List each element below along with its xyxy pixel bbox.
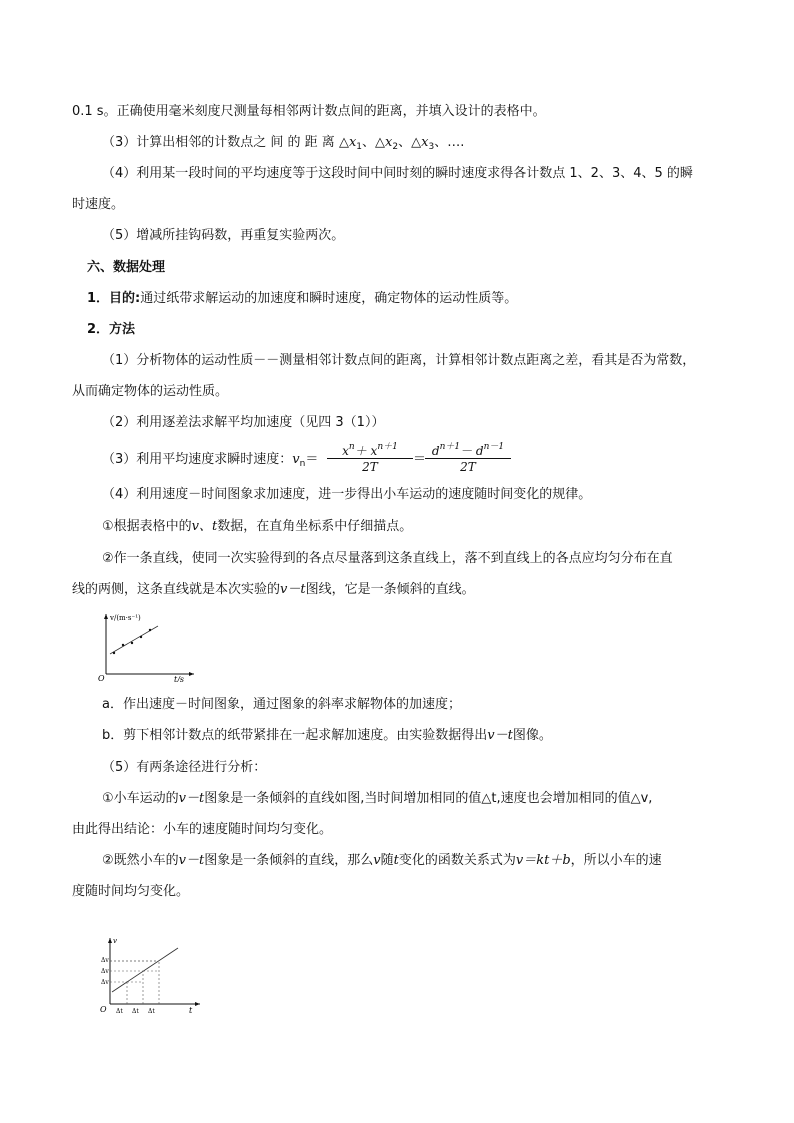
formula-equals: ＝ — [413, 452, 427, 467]
step-4-line-2: 时速度。 — [72, 197, 125, 212]
y-axis-arrow — [104, 614, 108, 619]
path-2-line-2: 度随时间均匀变化。 — [72, 884, 190, 899]
section-heading: 六、数据处理 — [87, 260, 166, 275]
method-1-line-2: 从而确定物体的运动性质。 — [72, 384, 229, 399]
method-3-line: （3）利用平均速度求瞬时速度：$v_n=$ — [102, 452, 319, 469]
step-circle-2-line-1: ②作一条直线，使同一次实验得到的各点尽量落到这条直线上，落不到直线上的各点应均匀分布在直 — [102, 551, 673, 566]
step-3-line: （3）计算出相邻的计数点之 间 的 距 离 $\triangle x_1$、$\triangle x_2$、$\triangle x_3$、…. — [102, 135, 465, 152]
method-4-line: （4）利用速度－时间图象求加速度，进一步得出小车运动的速度随时间变化的规律。 — [102, 487, 592, 502]
method-heading: 2．方法 — [87, 322, 136, 337]
data-point — [122, 644, 124, 646]
path-1-line-1: ①小车运动的v－t图象是一条倾斜的直线如图,当时间增加相同的值△t,速度也会增加相同的值△v, — [102, 791, 653, 806]
origin-label: O — [100, 1005, 107, 1014]
path-2-line-1: ②既然小车的v－t图象是一条倾斜的直线，那么v随t变化的函数关系式为v＝kt＋b，所以小车的速 — [102, 853, 662, 868]
y-axis-arrow — [108, 938, 112, 943]
dv-label: Δv — [101, 957, 109, 964]
x-axis-label: t/s — [174, 675, 185, 682]
origin-label: O — [98, 674, 105, 682]
guide-lines — [110, 961, 159, 1004]
method-5-line: （5）有两条途径进行分析： — [102, 760, 267, 775]
x-axis-arrow — [189, 672, 194, 676]
step-circle-2-line-2: 线的两侧，这条直线就是本次实验的v－t图线，它是一条倾斜的直线。 — [72, 582, 475, 597]
vt-graph-increments — [98, 932, 204, 1014]
data-point — [149, 629, 151, 631]
step-circle-1-line: ①根据表格中的v、t数据，在直角坐标系中仔细描点。 — [102, 519, 413, 534]
step-4-line-1: （4）利用某一段时间的平均速度等于这段时间中间时刻的瞬时速度求得各计数点 1、2、3、4、5 的瞬 — [102, 166, 693, 181]
dt-label: Δt — [132, 1008, 139, 1014]
method-2-line: （2）利用逐差法求解平均加速度（见四 3（1）） — [102, 415, 385, 430]
data-point — [140, 636, 142, 638]
y-axis-label: v — [113, 937, 117, 945]
dt-label: Δt — [116, 1008, 123, 1014]
y-axis-label: v/(m·s⁻¹) — [110, 614, 141, 622]
item-a-line: a．作出速度－时间图象，通过图象的斜率求解物体的加速度； — [102, 697, 461, 712]
dv-label: Δv — [101, 979, 109, 986]
velocity-formula-fraction-2: $\frac{d^{n+1}- d^{n-1}}{2T}$ — [425, 440, 511, 475]
item-b-line: b．剪下相邻计数点的纸带紧排在一起求解加速度。由实验数据得出v－t图像。 — [102, 728, 552, 743]
v-t-line — [112, 948, 178, 992]
dv-label: Δv — [101, 968, 109, 975]
x-axis-label: t — [189, 1006, 193, 1014]
dt-label: Δt — [148, 1008, 155, 1014]
vt-graph-small — [96, 610, 198, 682]
data-point — [113, 652, 115, 654]
x-axis-arrow — [195, 1002, 200, 1006]
step-5-line: （5）增减所挂钩码数，再重复实验两次。 — [102, 228, 345, 243]
goal-line: 1．目的:通过纸带求解运动的加速度和瞬时速度，确定物体的运动性质等。 — [87, 291, 518, 306]
data-point — [131, 642, 133, 644]
method-1-line-1: （1）分析物体的运动性质－－测量相邻计数点间的距离，计算相邻计数点距离之差，看其是否为常数， — [102, 353, 696, 368]
path-1-line-2: 由此得出结论：小车的速度随时间均匀变化。 — [72, 822, 333, 837]
velocity-formula-fraction-1: $\frac{x^n+ x^{n+1}}{2T}$ — [327, 440, 413, 475]
step-text-line: 0.1 s。正确使用毫米刻度尺测量每相邻两计数点间的距离，并填入设计的表格中。 — [72, 104, 546, 119]
